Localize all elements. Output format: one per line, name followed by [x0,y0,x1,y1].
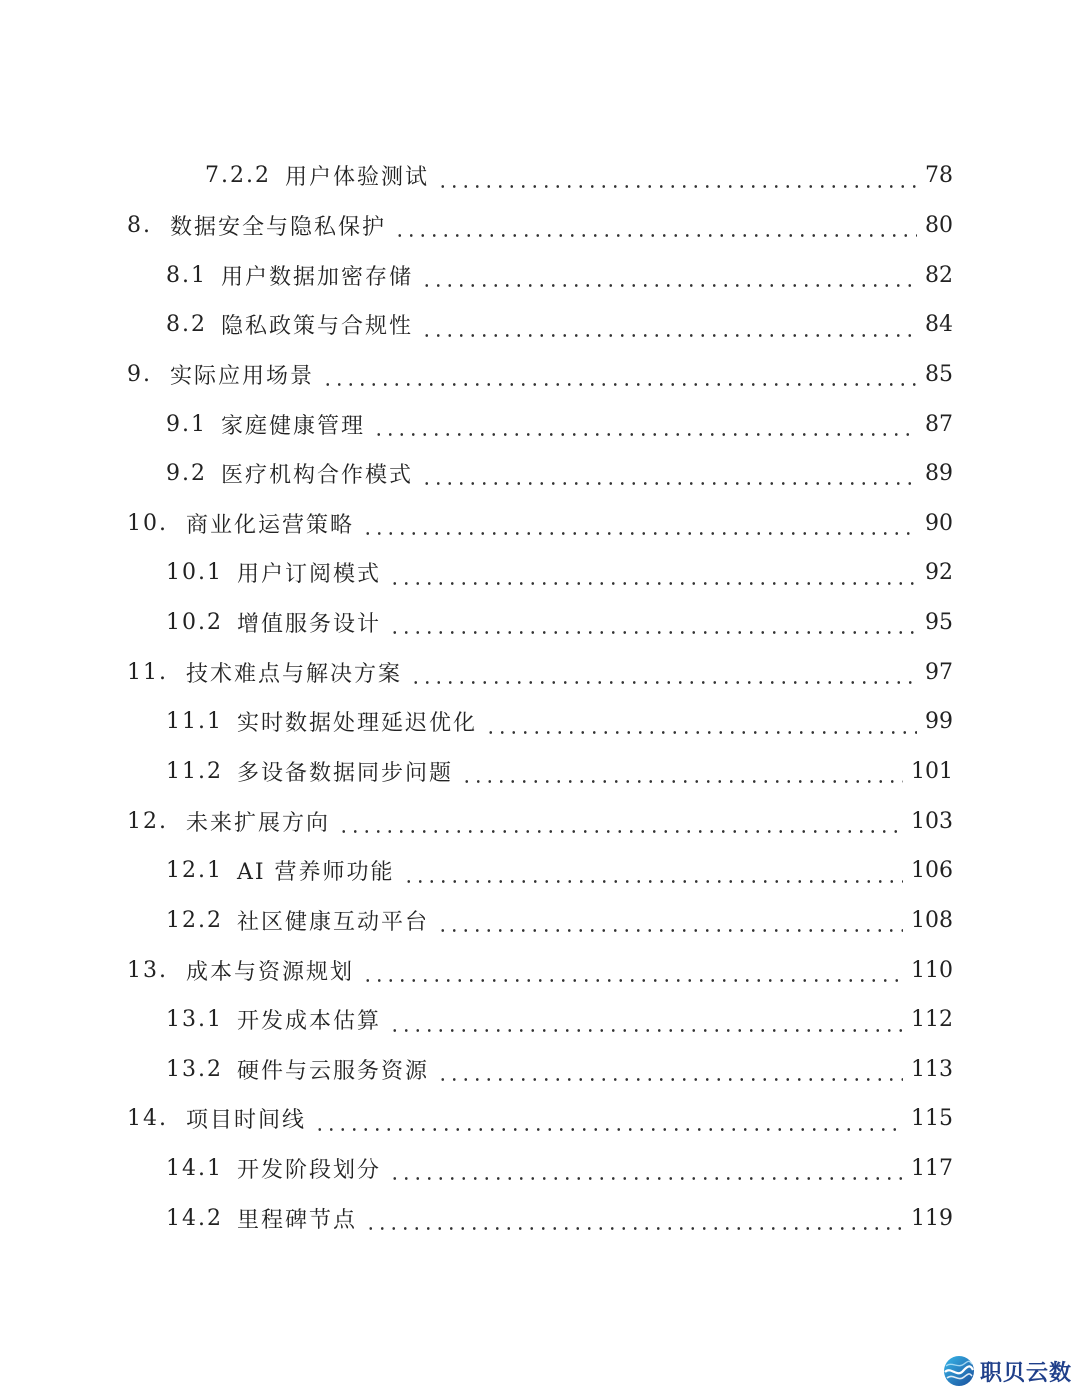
toc-entry-title: 社区健康互动平台 [236,909,429,935]
toc-entry-page-number: 101 [911,759,953,784]
toc-entry-page-number: 95 [925,610,953,636]
toc-entry[interactable] [0,697,1080,747]
toc-entry[interactable] [0,498,1080,548]
toc-entry-page-number: 92 [925,560,953,586]
toc-dot-leader [437,929,903,932]
toc-entry[interactable] [0,1193,1080,1243]
toc-entry[interactable] [0,350,1080,400]
toc-dot-leader [314,1128,903,1131]
toc-entry-number: 10. [127,510,168,536]
toc-entry-number: 11. [127,659,168,685]
toc-entry[interactable] [0,995,1080,1045]
toc-entry[interactable] [0,201,1080,251]
toc-entry-title: 用户订阅模式 [236,562,381,588]
toc-dot-leader [365,1227,903,1230]
toc-entry-title: 实际应用场景 [170,363,315,389]
toc-entry-page-number: 90 [925,510,953,536]
toc-entry-number: 14.2 [166,1205,223,1231]
toc-dot-leader [437,185,917,188]
toc-entry-title: 开发成本估算 [236,1009,381,1035]
toc-entry-page-number: 108 [911,907,953,933]
toc-dot-leader [410,681,917,684]
toc-entry[interactable] [0,449,1080,499]
toc-entry-number: 8. [127,212,152,238]
toc-dot-leader [389,582,917,585]
toc-entry-number: 9.2 [166,461,207,487]
toc-entry-number: 9.1 [166,411,207,437]
toc-entry-number: 13.2 [166,1056,223,1082]
toc-entry-title: 用户体验测试 [284,165,429,191]
toc-entry-page-number: 113 [911,1056,953,1082]
toc-entry-number: 12. [127,808,168,834]
toc-entry[interactable] [0,846,1080,896]
toc-entry-title: AI 营养师功能 [236,860,395,886]
toc-entry-number: 7.2.2 [205,163,271,189]
toc-entry-title: 项目时间线 [186,1108,307,1134]
toc-dot-leader [389,1029,903,1032]
toc-dot-leader [362,532,917,535]
toc-entry-title: 硬件与云服务资源 [236,1058,429,1084]
toc-entry-number: 10.1 [166,560,223,586]
toc-dot-leader [322,383,917,386]
toc-dot-leader [421,334,917,337]
toc-entry[interactable] [0,896,1080,946]
toc-entry-title: 医疗机构合作模式 [221,463,414,489]
toc-entry-number: 12.1 [166,858,223,884]
toc-entry-title: 技术难点与解决方案 [186,661,403,687]
toc-entry-number: 11.2 [166,759,223,784]
toc-entry-page-number: 110 [911,957,953,983]
toc-entry[interactable] [0,399,1080,449]
toc-dot-leader [437,1078,903,1081]
toc-entry[interactable] [0,945,1080,995]
toc-entry-title: 家庭健康管理 [221,413,366,439]
toc-entry-page-number: 115 [911,1106,953,1132]
toc-entry-title: 未来扩展方向 [186,810,331,836]
toc-entry[interactable] [0,598,1080,648]
toc-entry[interactable] [0,300,1080,350]
toc-dot-leader [485,731,917,734]
toc-entry-title: 多设备数据同步问题 [236,761,453,786]
toc-entry[interactable] [0,647,1080,697]
toc-entry-number: 11.1 [166,709,223,735]
toc-entry-page-number: 78 [925,163,953,189]
toc-entry-title: 里程碑节点 [236,1207,357,1233]
toc-entry[interactable] [0,1144,1080,1194]
toc-entry[interactable] [0,796,1080,846]
toc-dot-leader [389,631,917,634]
toc-entry-number: 9. [127,361,152,387]
toc-entry-title: 开发阶段划分 [236,1158,381,1184]
toc-dot-leader [403,880,903,883]
toc-entry-number: 14. [127,1106,168,1132]
toc-entry-title: 数据安全与隐私保护 [170,214,387,240]
toc-entry-page-number: 87 [925,411,953,437]
table-of-contents [0,151,1080,1243]
toc-dot-leader [373,433,917,436]
watermark-text: 职贝云数 [979,1360,1072,1386]
toc-entry-number: 14.1 [166,1156,223,1182]
toc-entry-number: 10.2 [166,610,223,636]
toc-entry[interactable] [0,548,1080,598]
toc-dot-leader [389,1177,903,1180]
toc-entry-page-number: 99 [925,709,953,735]
toc-entry[interactable] [0,1045,1080,1095]
toc-entry[interactable] [0,747,1080,797]
toc-entry-title: 成本与资源规划 [186,959,355,985]
toc-dot-leader [362,979,903,982]
toc-entry-page-number: 97 [925,659,953,685]
toc-entry[interactable] [0,151,1080,201]
toc-entry-number: 12.2 [166,907,223,933]
toc-dot-leader [461,780,903,783]
toc-entry[interactable] [0,1094,1080,1144]
toc-entry-page-number: 85 [925,361,953,387]
toc-entry-number: 13. [127,957,168,983]
toc-dot-leader [394,234,917,237]
toc-entry-page-number: 84 [925,312,953,338]
toc-entry-page-number: 117 [911,1156,953,1182]
toc-entry-title: 用户数据加密存储 [221,264,414,290]
toc-entry-page-number: 103 [911,808,953,834]
toc-entry-number: 8.1 [166,262,207,288]
toc-entry-number: 13.1 [166,1007,223,1033]
toc-dot-leader [421,284,917,287]
toc-entry-number: 8.2 [166,312,207,338]
toc-dot-leader [338,830,903,833]
toc-entry-page-number: 89 [925,461,953,487]
toc-dot-leader [421,482,917,485]
watermark [942,1351,1072,1391]
wave-globe-icon [942,1354,976,1388]
toc-entry-page-number: 112 [911,1007,953,1033]
toc-entry-page-number: 80 [925,212,953,238]
toc-entry-title: 隐私政策与合规性 [221,314,414,340]
toc-entry-title: 商业化运营策略 [186,512,355,538]
toc-entry-page-number: 82 [925,262,953,288]
toc-entry-page-number: 119 [911,1205,953,1231]
toc-entry-title: 增值服务设计 [236,612,381,638]
toc-entry-title: 实时数据处理延迟优化 [236,711,477,737]
toc-entry-page-number: 106 [911,858,953,884]
toc-entry[interactable] [0,250,1080,300]
